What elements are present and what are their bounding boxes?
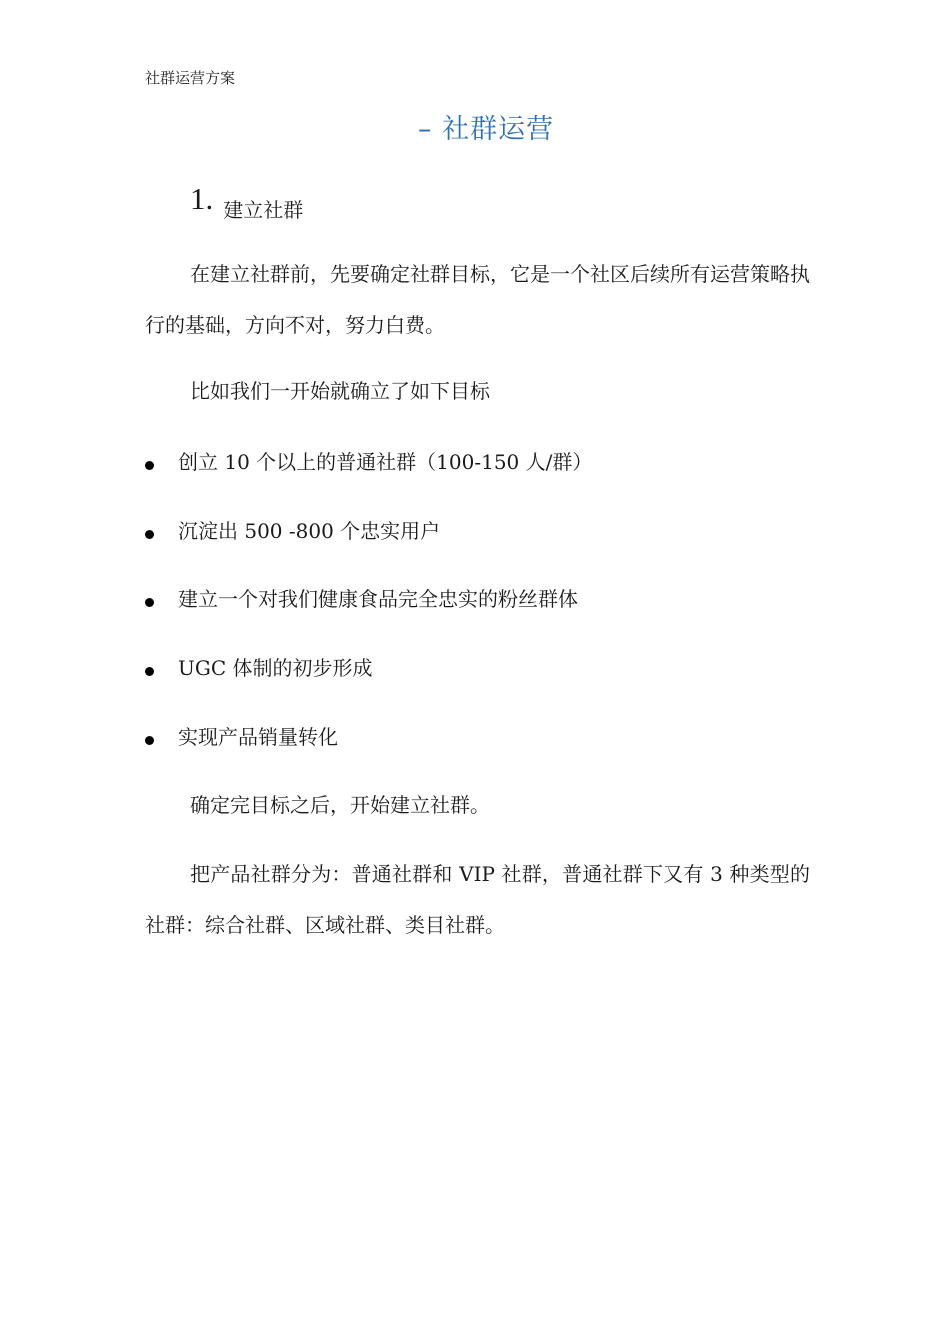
intro-paragraph: 在建立社群前，先要确定社群目标，它是一个社区后续所有运营策略执行的基础，方向不对，努力白费。 xyxy=(145,262,810,337)
section-title: – 社群运营 xyxy=(418,114,555,145)
bullet-icon xyxy=(145,667,154,676)
bullet-icon xyxy=(145,530,154,539)
goal-list-item xyxy=(145,516,810,546)
goal-text: 创立 10 个以上的普通社群（100-150 人/群） xyxy=(178,450,593,474)
goal-text: 沉淀出 500 -800 个忠实用户 xyxy=(178,519,441,543)
after-goals-paragraph: 确定完目标之后，开始建立社群。 xyxy=(190,793,490,817)
classification-paragraph: 把产品社群分为：普通社群和 VIP 社群，普通社群下又有 3 种类型的社群：综合社群、区域社群、类目社群。 xyxy=(145,862,810,937)
goal-list-item xyxy=(145,584,810,614)
page-header: 社群运营方案 xyxy=(145,69,236,87)
goal-list-item xyxy=(145,722,810,752)
goal-text: UGC 体制的初步形成 xyxy=(178,656,373,680)
bullet-icon xyxy=(145,736,154,745)
goal-list-item xyxy=(145,447,810,477)
goal-text: 实现产品销量转化 xyxy=(178,725,338,749)
goal-text: 建立一个对我们健康食品完全忠实的粉丝群体 xyxy=(178,587,578,611)
goal-list-item xyxy=(145,653,810,683)
subsection-title: 建立社群 xyxy=(223,198,304,222)
bullet-icon xyxy=(145,598,154,607)
goals-intro-paragraph: 比如我们一开始就确立了如下目标 xyxy=(190,379,490,403)
subsection-heading xyxy=(190,182,303,222)
bullet-icon xyxy=(145,461,154,470)
subsection-number: 1. xyxy=(190,181,214,216)
